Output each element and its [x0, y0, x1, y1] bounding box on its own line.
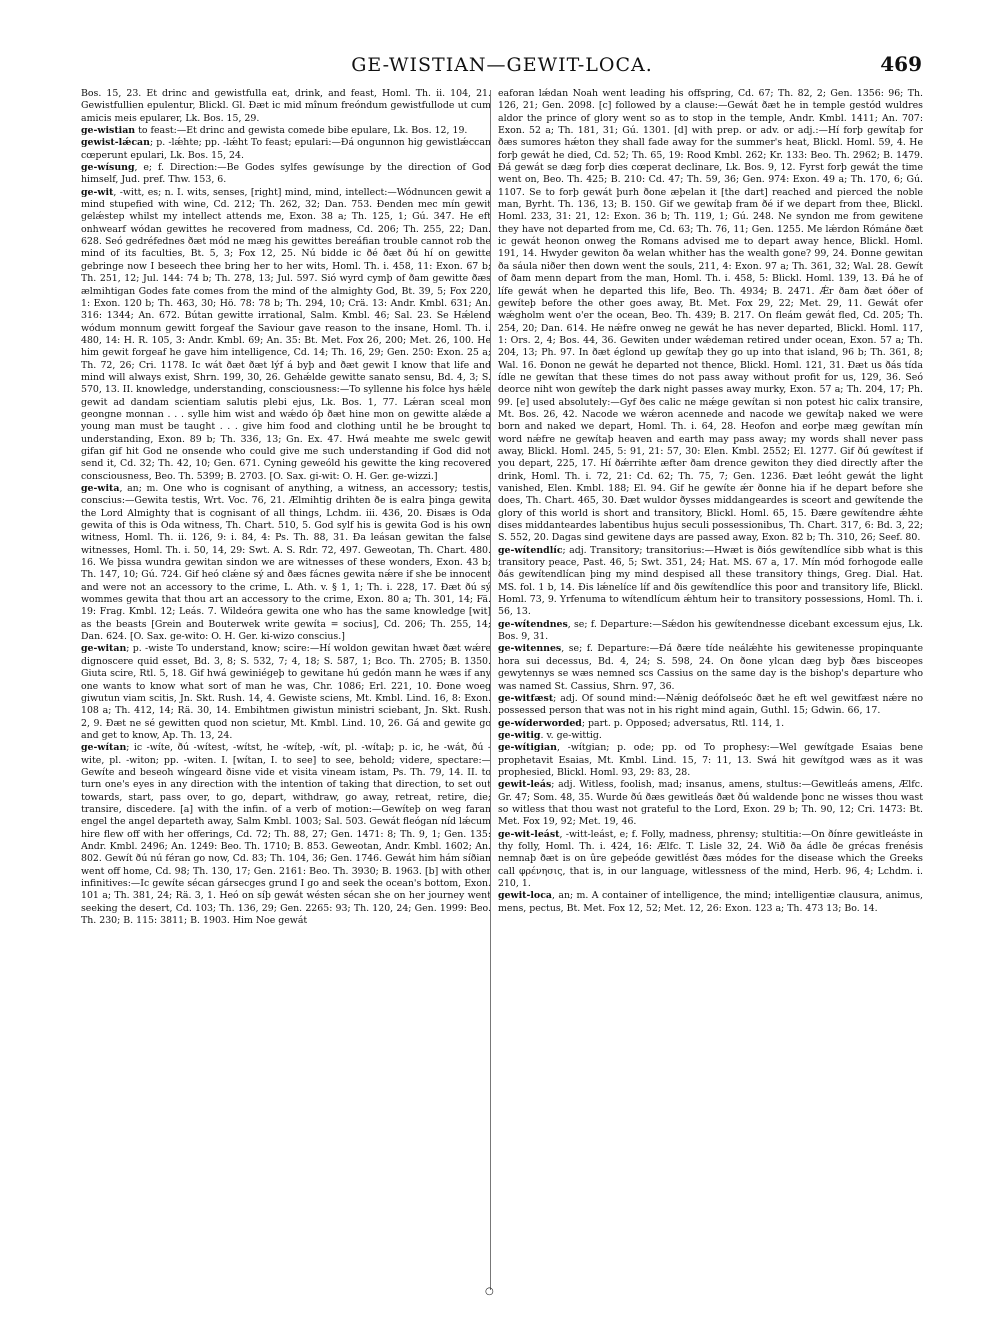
left-column — [81, 88, 491, 1306]
dictionary-entry — [81, 643, 491, 742]
entry-headword: ge-wit-leást — [498, 828, 560, 840]
entry-headword: ge-witig — [498, 729, 541, 741]
entry-definition: eaforan lǽdan Noah went leading his offspring, Cd. 67; Th. 82, 2; Gen. 1356: 96; Th. 126, 21; Gen. 2098. [c] followed by a clause:—Gewát ðæt he in temple gestód wuldres aldor the prince of glory went so as to stop in the temple, Andr. Kmbl. 1411; An. 707: Exon. 52 a; Th. 181, 31; Gú. 1301. [d] with prep. or adv. or adj.:—Hí forþ gewítaþ for ðæs sumores hǽton they shall fade away for the summer's heat, Blickl. Homl. 59, 4. He forþ gewát he died, Cd. 52; Th. 65, 19: Rood Kmbl. 262; Kr. 133: Beo. Th. 2962; B. 1479. Ðá gewát se dæg forþ dies cœperat declinare, Lk. Bos. 9, 12. Fyrst forþ gewát the time went on, Beo. Th. 425; B. 210: Cd. 47; Th. 59, 36; Gen. 974: Exon. 49 a; Th. 170, 6; Gú. 1107. Se to forþ gewát þurh ðone æþelan it [the dart] reached and pierced the noble man, Byrht. Th. 136, 13; B. 150. Gif we gewítaþ fram ðé if we depart from thee, Blickl. Homl. 233, 31: 21, 12: Exon. 36 b; Th. 119, 1; Gú. 248. Ne syndon me from gewitene they have not departed from me, Cd. 63; Th. 76, 11; Gen. 1255. Me lǽrdon Rómáne ðæt ic gewát heonon onweg the Romans advised me to depart away hence, Blickl. Homl. 191, 14. Hwyder gewiton ða welan whither has the wealth gone? 99, 24. Ðonne gewitan ða sáula niðer then down went the souls, 211, 4: Exon. 97 a; Th. 361, 32; Wal. 28. Gewít of ðam menn depart from the man, Homl. Th. i. 458, 5: Blickl. Homl. 139, 13. Ðá he of lífe gewát when he departed this life, Beo. Th. 4934; B. 2471. Ǽr ðam ðæt óðer of gewíteþ before the other goes away, Bt. Met. Fox 29, 22; Met. 29, 11. Gewát ofer wǽgholm went o'er the ocean, Beo. Th. 439; B. 217. On fleám gewát fled, Cd. 205; Th. 254, 20; Dan. 614. He nǽfre onweg ne gewát he has never departed, Blickl. Homl. 117, 1: Ors. 2, 4; Bos. 44, 36. Gewiten under wǽdeman retired under ocean, Exon. 57 a; Th. 204, 13; Ph. 97. In ðæt églond up gewítaþ they go up into that island, 96 b; Th. 361, 8; Wal. 16. Ðonon ne gewát he departed not thence, Blickl. Homl. 121, 31. Ðæt us ðás tída ídle ne gewítan that these times do not pass away without profit for us, 129, 36. Seó deorce niht won gewíteþ the dark night passes away murky, Exon. 57 a; Th. 204, 17; Ph. 99. [e] used absolutely:—Gyf ðes calic ne mǽge gewítan si non potest hic calix transire, Mt. Bos. 26, 42. Nacode we wǽron acennede and nacode we gewítaþ naked we were born and naked we depart, Homl. Th. i. 64, 28. Heofon and eorþe mæg gewítan mín word nǽfre ne gewítaþ heaven and earth may pass away; my words shall never pass away, Blickl. Homl. 245, 5: 91, 21: 57, 30: Elen. Kmbl. 2552; El. 1277. Gif ðú gewítest if you depart, 225, 17. Hí ðǽrrihte æfter ðam drence gewiton they died directly after the drink, Homl. Th. i. 72, 21: Cd. 62; Th. 75, 7; Gen. 1236. Ðæt leóht gewát the light vanished, Elen. Kmbl. 188; El. 94. Gif he gewíte ǽr ðonne hia if he depart before she does, Th. Chart. 465, 30. Ðæt wuldor ðysses middangeardes is sceort and gewítende the glory of this world is short and transitory, Blickl. Homl. 65, 15. Ðære gewítendre ǽhte dises middanteardes labentibus hujus seculi possessionibus, Th. Chart. 317, 6: Bd. 3, 22; S. 552, 20. Dagas sind gewitene days are passed away, Exon. 82 b; Th. 310, 26; Seef. 80. — [498, 88, 923, 544]
entry-definition: ; p. -wiste To understand, know; scire:—Hí woldon gewitan hwæt ðæt wǽre dignoscere quid esset, Bd. 3, 8; S. 532, 7; 4, 18; S. 587, 1; Bco. Th. 2705; B. 1350. Giuta scire, Rtl. 5, 18. Gif hwá gewiniégeþ to gewitane hú gedón mann he wæs if any one wants to know what sort of man he was, Chr. 1086; Erl. 221, 10. Ðone woeg giwutun viam scitis, Jn. Skt. Rush. 14, 4. Gewiste sciens, Mt. Kmbl. Lind. 16, 8: Exon. 108 a; Th. 412, 14; Rä. 30, 14. Embihtmen giwistun ministri sciebant, Jn. Skt. Rush. 2, 9. Ðæt ne sé gewitten quod non scietur, Mt. Kmbl. Lind. 10, 26. Gá and gewite go and get to know, Ap. Th. 13, 24. — [81, 643, 491, 741]
entry-definition: ; adj. Transitory; transitorius:—Hwæt is ðiós gewítendlíce sibb what is this transitory peace, Past. 46, 5; Swt. 351, 24; Hat. MS. 67 a, 17. Mín mód forhogode ealle ðás gewítendlícan þing my mind despised all these transitory things, Greg. Dial. Hat. MS. fol. 1 b, 14. Ðis lǽnelíce líf and ðis gewítendlíce this poor and transitory life, Blickl. Homl. 73, 9. Yrfenuma to wítendlícum ǽhtum heir to transitory possessions, Homl. Th. i. 56, 13. — [498, 544, 923, 618]
column-divider — [490, 90, 491, 1290]
entry-headword: ge-wita — [81, 483, 120, 494]
entry-headword: ge-wit — [81, 186, 114, 198]
entry-headword: ge-wítendnes — [498, 618, 568, 630]
entry-definition: ; ic -wíte, ðú -wítest, -wítst, he -wíteþ, -wít, pl. -wítaþ; p. ic, he -wát, ðú -wite, pl. -witon; pp. -witen. I. [wítan, I. to see] to see, behold; videre, spectare:—Gewíte and beseoh wíngeard ðisne vide et visita vineam istam, Ps. Th. 79, 14. II. to turn one's eyes in any direction with the intention of taking that direction, to set out towards, start, pass over, to go, depart, withdraw, go away, retreat, retire, die; transire, discedere. [a] with the infin. of a verb of motion:—Gewíteþ on weg faran engel the angel departeth away, Salm Kmbl. 1003; Sal. 503. Gewát fleógan níd lǽcum hire flew off with her offerings, Cd. 72; Th. 88, 27; Gen. 1471: 8; Th. 9, 1; Gen. 135: Andr. Kmbl. 2496; An. 1249: Beo. Th. 1710; B. 853. Geweotan, Andr. Kmbl. 1602; An. 802. Gewít ðú nú féran go now, Cd. 83; Th. 104, 36; Gen. 1746. Gewát him hám síðian went off home, Cd. 98; Th. 130, 17; Gen. 2161: Beo. Th. 3930; B. 1963. [b] with other infinitives:—Ic gewíte sécan gársecges grund I go and seek the ocean's bottom, Exon. 101 a; Th. 381, 24; Rä. 3, 1. Heó on síþ gewát wésten sécan she on her journey went seeking the desert, Cd. 103; Th. 136, 29; Gen. 2265: 93; Th. 120, 24; Gen. 1999: Beo. Th. 230; B. 115: 3811; B. 1903. Him Noe gewát — [81, 742, 491, 927]
entry-definition: , an; m. A container of intelligence, the mind; intelligentiæ clausura, animus, mens, pectus, Bt. Met. Fox 12, 52; Met. 12, 26: Exon. 123 a; Th. 473 13; Bo. 14. — [498, 890, 923, 914]
entry-headword: ge-witan — [81, 643, 127, 655]
dictionary-entry — [498, 88, 923, 545]
dictionary-entry — [81, 88, 491, 125]
dictionary-entry — [498, 619, 923, 644]
dictionary-entry — [498, 643, 923, 692]
dictionary-entry — [81, 125, 491, 137]
dictionary-entry — [498, 779, 923, 828]
dictionary-entry — [81, 483, 491, 643]
entry-headword: ge-wíderworded — [498, 717, 582, 729]
entry-definition: to feast:—Et drinc and gewista comede bibe epulare, Lk. Bos. 12, 19. — [135, 125, 468, 137]
entry-headword: ge-wistian — [81, 125, 136, 137]
running-title: GE-WISTIAN—GEWIT-LOCA. — [351, 54, 653, 76]
divider-ornament-icon: ○ — [485, 1286, 494, 1297]
entry-definition: ; adj. Of sound mind:—Nǽnig deófolseóc ðæt he eft wel gewitfæst nǽre no possessed person that was not in his right mind again, Guthl. 15; Gdwin. 66, 17. — [498, 692, 923, 717]
entry-definition: Bos. 15, 23. Et drinc and gewistfulla eat, drink, and feast, Homl. Th. ii. 104, 21. Gewistfullien epulentur, Blickl. Gl. Ðæt ic mid mînum freóndum gewistfullode ut cum amicis meis epularer, Lk. Bos. 15, 29. — [81, 88, 491, 124]
entry-headword: ge-witfæst — [498, 692, 554, 704]
dictionary-entry — [498, 730, 923, 742]
entry-definition: , -witt, es; n. I. wits, senses, [right] mind, mind, intellect:—Wódnuncen gewit a mind stupefied with wine, Cd. 212; Th. 262, 32; Dan. 753. Ðenden mec mín gewit gelǽstep whilst my intellect attends me, Exon. 38 a; Th. 125, 1; Gú. 347. He eft onhwearf wódan gewittes he recovered from madness, Cd. 206; Th. 255, 22; Dan. 628. Seó gedréfednes ðæt mód ne mæg his gewittes bereáfian trouble cannot rob the mind of its faculties, Bt. 5, 3; Fox 12, 25. Nú bidde ic ðé ðæt ðú hí on gewitte gebringe now I beseech thee bring her to her wits, Homl. Th. i. 458, 11: Exon. 67 b; Th. 251, 12; Jul. 144: 74 b; Th. 278, 13; Jul. 597. Sió wyrd cymþ of ðam gewitte ðæs ælmihtigan Godes fate comes from the mind of the almighty God, Bt. 39, 5; Fox 220, 1: Exon. 120 b; Th. 463, 30; Hö. 78: 78 b; Th. 294, 10; Crä. 13: Andr. Kmbl. 631; An. 316: 1344; An. 672. Bútan gewitte irrational, Salm. Kmbl. 46; Sal. 23. Se Hǽlend wódum monnum gewitt forgeaf the Saviour gave reason to the insane, Homl. Th. i. 480, 14: H. R. 105, 3: Andr. Kmbl. 69; An. 35: Bt. Met. Fox 26, 200; Met. 26, 100. He him gewit forgeaf he gave him intelligence, Cd. 14; Th. 16, 29; Gen. 250: Exon. 25 a; Th. 72, 26; Cri. 1178. Ic wát ðæt ðæt lýf á byþ and ðæt gewit I know that life and mind will always exist, Shrn. 199, 30, 26. Gehǽlde gewitte sanato sensu, Bd. 4, 3; S. 570, 13. II. knowledge, understanding, consciousness:—To syllenne his folce hys hǽle gewit ad dandam scientiam salutis plebi ejus, Lk. Bos. 1, 77. Lǽran sceal mon geongne monnan . . . sylle him wist and wǽdo óþ ðæt hine mon on gewitte alǽde a young man must be taught . . . give him food and clothing until he be brought to understanding, Exon. 89 b; Th. 336, 13; Gn. Ex. 47. Hwá meahte me swelc gewit gifan gif hit God ne onsende who could give me such understanding if God did not send it, Cd. 32; Th. 42, 10; Gen. 671. Cyning geweóld his gewitte the king recovered consciousness, Beo. Th. 5399; B. 2703. [O. Sax. gi-wit: O. H. Ger. ge-wizzi.] — [81, 186, 491, 482]
entry-definition: . v. ge-wittig. — [540, 729, 602, 741]
entry-definition: ; adj. Witless, foolish, mad; insanus, amens, stultus:—Gewitleás amens, Ælfc. Gr. 47; Som. 48, 35. Wurde ðú ðæs gewitleás ðæt ðú waldende þonc ne wisses thou wast so witless that thou wast not grateful to the Lord, Exon. 29 b; Th. 90, 12; Cri. 1473: Bt. Met. Fox 19, 92; Met. 19, 46. — [498, 779, 923, 828]
entry-headword: ge-witennes — [498, 643, 562, 655]
entry-headword: gewit-loca — [498, 890, 552, 902]
dictionary-entry — [81, 742, 491, 927]
entry-headword: ge-wítigian — [498, 742, 557, 754]
dictionary-entry — [498, 718, 923, 730]
entry-definition: , e; f. Direction:—Be Godes sylfes gewísunge by the direction of God himself, Jud. pref. Thw. 153, 6. — [81, 162, 491, 186]
dictionary-entry — [498, 693, 923, 718]
dictionary-entry — [81, 137, 491, 162]
entry-definition: , an; m. One who is cognisant of anything, a witness, an accessory; testis, conscius:—Gewita testis, Wrt. Voc. 76, 21. Ælmihtig drihten ðe is ealra þinga gewita the Lord Almighty that is cognisant of all things, Lchdm. iii. 436, 20. Ðisæs is Oda gewita of this is Oda witness, Th. Chart. 510, 5. God sylf his is gewita God is his own witness, Homl. Th. ii. 126, 9: i. 84, 4: Ps. Th. 88, 31. Ða leásan gewitan the false witnesses, Homl. Th. i. 50, 14, 29: Swt. A. S. Rdr. 72, 497. Geweotan, Th. Chart. 480. 16. We þissa wundra gewitan sindon we are witnesses of these wonders, Exon. 43 b; Th. 147, 10; Gú. 724. Gif heó clǽne sý and ðæs fácnes gewita nǽre if she be innocent and were not an accessory to the crime, L. Ath. v. § 1, 1; Th. i. 228, 17. Ðæt ðú sý wommes gewita that thou art an accessory to the crime, Exon. 80 a; Th. 301, 14; Fä. 19: Frag. Kmbl. 12; Leás. 7. Wildeóra gewita one who has the same knowledge [wit] as the beasts [Grein and Bouterwek write gewíta = socius], Cd. 206; Th. 255, 14; Dan. 624. [O. Sax. ge-wito: O. H. Ger. ki-wizo conscius.] — [81, 483, 491, 643]
dictionary-entry — [81, 162, 491, 187]
page-header — [82, 50, 922, 80]
entry-headword: gewist-lǽcan — [81, 137, 150, 149]
entry-headword: gewit-leás — [498, 779, 552, 791]
dictionary-entry — [81, 187, 491, 483]
entry-definition: , -witt-leást, e; f. Folly, madness, phrensy; stultitia:—On ðínre gewitleáste in thy folly, Homl. Th. i. 424, 16: Ælfc. T. Lisle 32, 24. Wið ða ádle ðe grécas frenésis nemnaþ ðæt is on ûre geþeóde gewitlést ðæs módes for the disease which the Greeks call φρένησις, that is, in our language, witlessness of the mind, Herb. 96, 4; Lchdm. i. 210, 1. — [498, 828, 923, 889]
dictionary-entry — [498, 829, 923, 891]
page-number: 469 — [880, 52, 922, 76]
entry-definition: , se; f. Departure:—Ðá ðære tíde neálǽhte his gewitenesse propinquante hora sui decessus, Bd. 4, 24; S. 598, 24. On ðone ylcan dæg byþ ðæs bisceopes gewytennys se wæs nemned scs Cassius on the same day is the bishop's departure who was named St. Cassius, Shrn. 97, 36. — [498, 643, 923, 692]
entry-definition: , se; f. Departure:—Sǽdon his gewítendnesse dicebant excessum ejus, Lk. Bos. 9, 31. — [498, 618, 923, 643]
entry-headword: ge-wítendlíc — [498, 544, 563, 556]
dictionary-entry — [498, 890, 923, 915]
entry-definition: ; p. -lǽhte; pp. -lǽht To feast; epulari:—Ðá ongunnon hig gewistlǽccan cœperunt epulari, Lk. Bos. 15, 24. — [81, 137, 491, 161]
entry-headword: ge-wítan — [81, 742, 127, 754]
dictionary-entry — [498, 742, 923, 779]
entry-headword: ge-wísung — [81, 162, 135, 174]
dictionary-entry — [498, 545, 923, 619]
entry-definition: ; part. p. Opposed; adversatus, Rtl. 114, 1. — [581, 717, 785, 729]
entry-definition: , -wítgian; p. ode; pp. od To prophesy:—Wel gewítgade Esaias bene prophetavit Esaias, Mt. Kmbl. Lind. 15, 7: 11, 13. Swá hit gewítgod wæs as it was prophesied, Blickl. Homl. 93, 29: 83, 28. — [498, 742, 923, 778]
right-column — [498, 88, 923, 1306]
